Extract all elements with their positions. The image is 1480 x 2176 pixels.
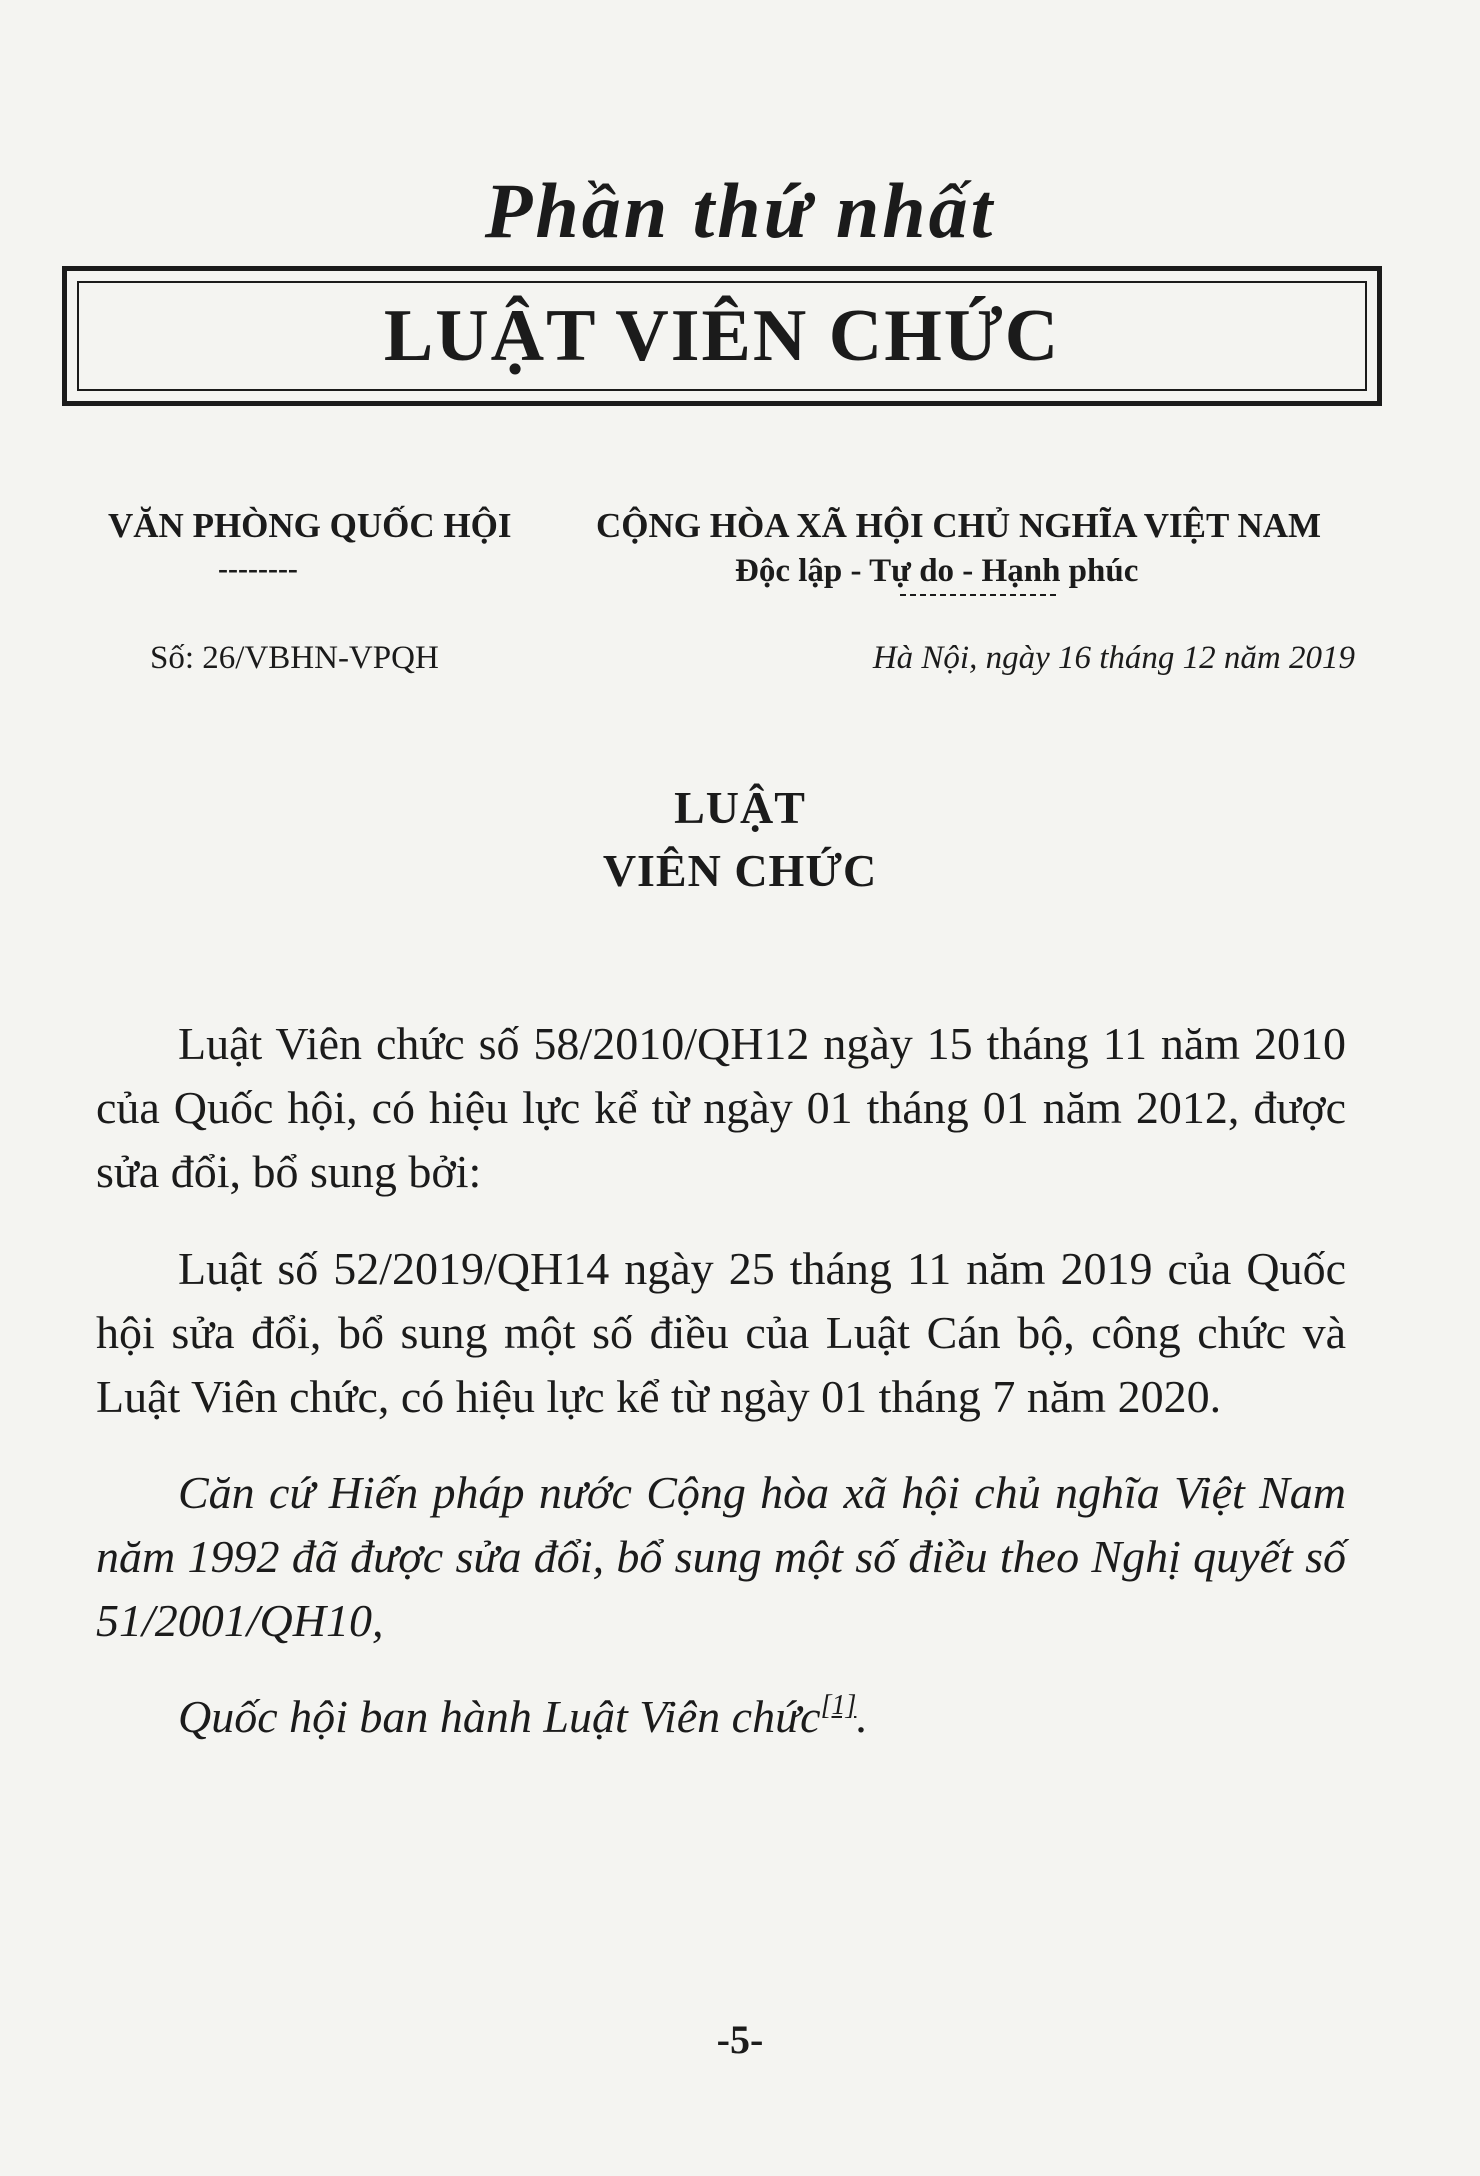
title-banner-inner-frame (77, 281, 1367, 391)
document-number: Số: 26/VBHN-VPQH (150, 640, 439, 676)
issuer-separator: -------- (218, 552, 298, 585)
place-date: Hà Nội, ngày 16 tháng 12 năm 2019 (872, 640, 1355, 676)
enactment-period: . (856, 1691, 868, 1742)
national-motto: Độc lập - Tự do - Hạnh phúc (735, 553, 1139, 589)
title-banner (62, 266, 1382, 406)
footnote-reference[interactable]: [1] (820, 1690, 857, 1721)
motto-underline (900, 594, 1056, 596)
page-number: -5- (716, 2017, 764, 2062)
enactment-text: Quốc hội ban hành Luật Viên chức (178, 1691, 821, 1742)
part-title: Phần thứ nhất (484, 167, 996, 254)
issuer-name: VĂN PHÒNG QUỐC HỘI (108, 506, 512, 545)
law-title-line-2: VIÊN CHỨC (602, 845, 878, 896)
banner-title: LUẬT VIÊN CHỨC (383, 294, 1061, 377)
legal-basis-paragraph: Căn cứ Hiến pháp nước Cộng hòa xã hội chủ nghĩa Việt Nam năm 1992 đã được sửa đổi, bổ sung một số điều theo Nghị quyết số 51/2001/QH10, (96, 1467, 1346, 1646)
law-title-line-1: LUẬT (674, 782, 806, 833)
enactment-paragraph (96, 1685, 1346, 1749)
nation-name: CỘNG HÒA XÃ HỘI CHỦ NGHĨA VIỆT NAM (596, 506, 1322, 545)
intro-paragraph: Luật Viên chức số 58/2010/QH12 ngày 15 tháng 11 năm 2010 của Quốc hội, có hiệu lực kể từ ngày 01 tháng 01 năm 2012, được sửa đổi, bổ sung bởi: (96, 1018, 1346, 1197)
amendment-paragraph: Luật số 52/2019/QH14 ngày 25 tháng 11 năm 2019 của Quốc hội sửa đổi, bổ sung một số điều của Luật Cán bộ, công chức và Luật Viên chức, có hiệu lực kể từ ngày 01 tháng 7 năm 2020. (96, 1243, 1346, 1422)
